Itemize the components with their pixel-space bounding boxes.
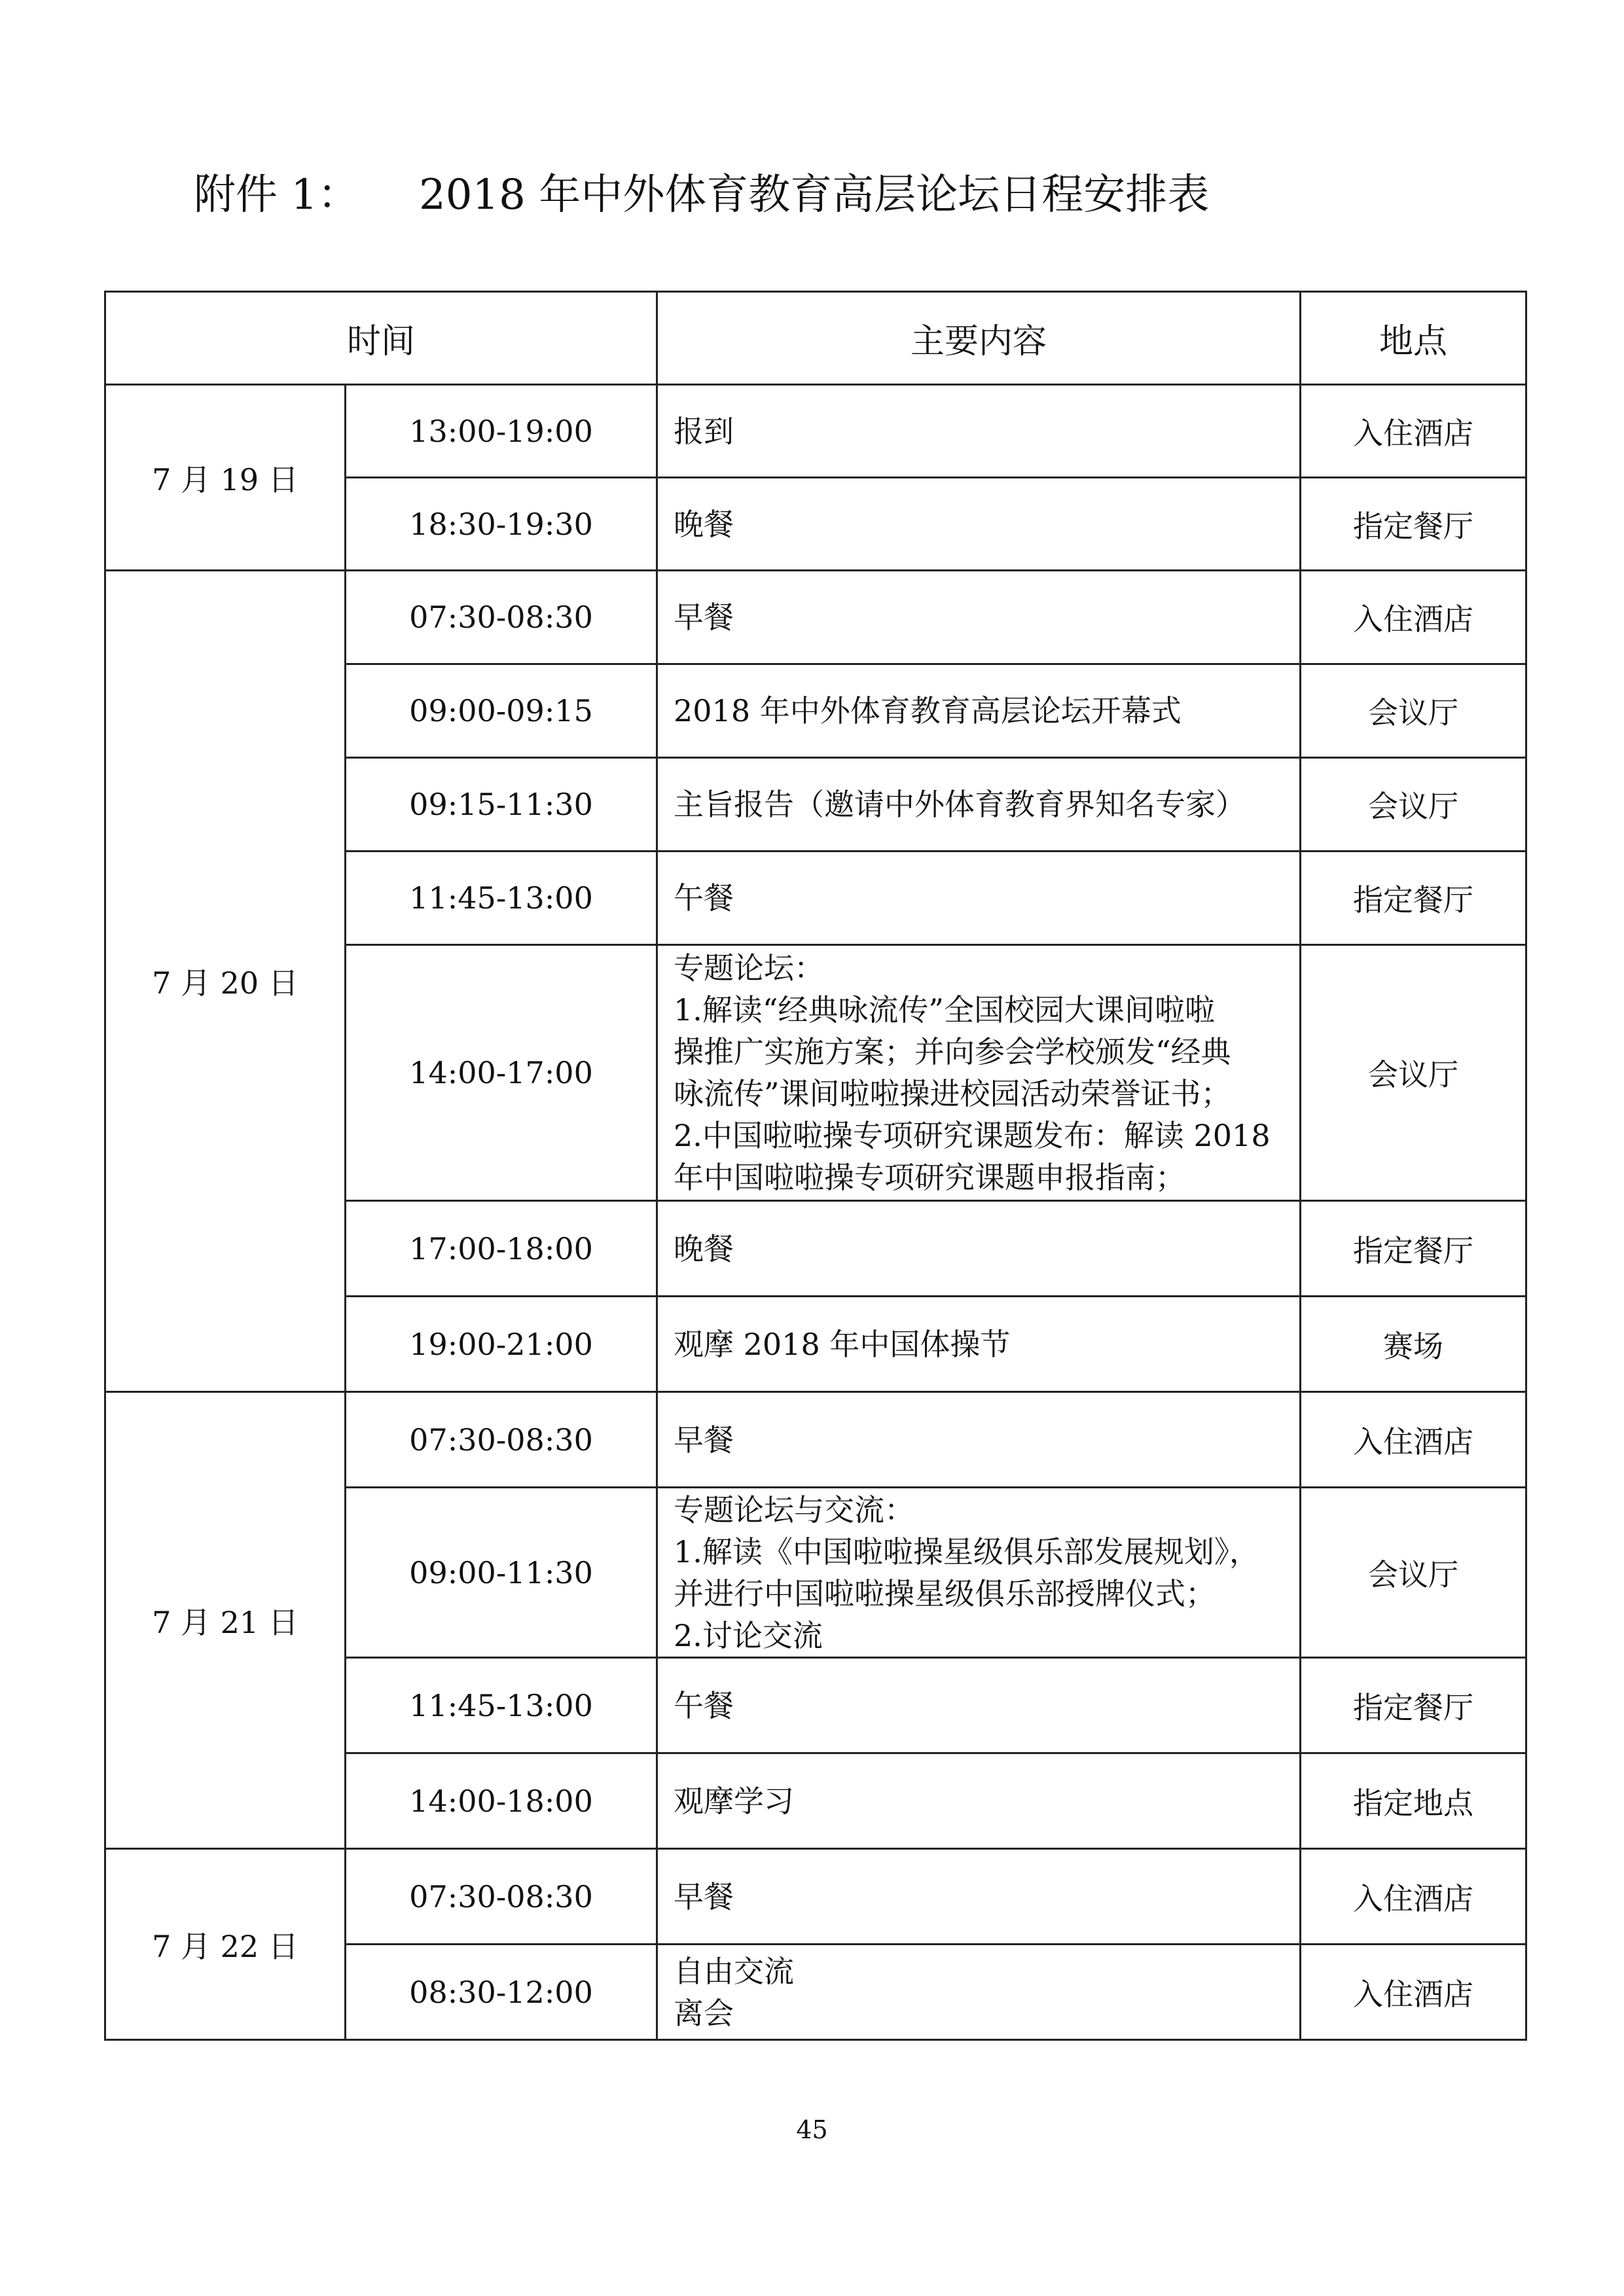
schedule-table — [104, 291, 1527, 2041]
place-cell: 指定餐厅 — [1301, 1201, 1526, 1297]
content-cell — [657, 385, 1301, 478]
page-number: 45 — [796, 2115, 828, 2144]
date-cell: 7 月 20 日 — [105, 571, 346, 1392]
content-cell — [657, 852, 1301, 945]
place-cell: 入住酒店 — [1301, 1392, 1526, 1488]
title-prefix: 附件 1： — [194, 171, 360, 219]
content-cell — [657, 478, 1301, 571]
content-line: 午餐 — [674, 1687, 734, 1723]
place-cell: 会议厅 — [1301, 664, 1526, 758]
time-cell: 09:00-09:15 — [346, 664, 657, 758]
content-cell — [657, 1849, 1301, 1945]
table-row — [105, 571, 1526, 664]
place-cell: 指定地点 — [1301, 1753, 1526, 1849]
time-cell: 19:00-21:00 — [346, 1297, 657, 1392]
content-line: 观摩学习 — [674, 1783, 795, 1819]
content-line: 自由交流 — [674, 1953, 795, 1989]
content-line: 年中国啦啦操专项研究课题申报指南； — [674, 1160, 1186, 1195]
content-cell — [657, 945, 1301, 1201]
place-cell: 赛场 — [1301, 1297, 1526, 1392]
content-cell — [657, 1753, 1301, 1849]
time-cell: 18:30-19:30 — [346, 478, 657, 571]
content-line: 报到 — [674, 413, 734, 449]
title-text: 2018 年中外体育教育高层论坛日程安排表 — [419, 171, 1210, 219]
content-line: 主旨报告（邀请中外体育教育界知名专家） — [674, 787, 1246, 822]
place-cell: 入住酒店 — [1301, 571, 1526, 664]
content-line: 专题论坛： — [674, 950, 825, 986]
content-cell — [657, 664, 1301, 758]
header-time: 时间 — [105, 292, 657, 385]
content-line: 观摩 2018 年中国体操节 — [674, 1326, 1011, 1362]
content-cell — [657, 758, 1301, 852]
content-line: 2.中国啦啦操专项研究课题发布：解读 2018 — [674, 1118, 1271, 1153]
content-line: 晚餐 — [674, 1230, 734, 1266]
table-row — [105, 1849, 1526, 1945]
content-line: 晚餐 — [674, 506, 734, 542]
content-cell — [657, 1488, 1301, 1658]
time-cell: 08:30-12:00 — [346, 1945, 657, 2040]
place-cell: 会议厅 — [1301, 758, 1526, 852]
content-line: 操推广实施方案；并向参会学校颁发“经典 — [674, 1034, 1231, 1069]
content-line: 1.解读“经典咏流传”全国校园大课间啦啦 — [674, 992, 1215, 1028]
content-line: 早餐 — [674, 1422, 734, 1458]
content-line: 离会 — [674, 1995, 734, 2031]
date-cell: 7 月 22 日 — [105, 1849, 346, 2040]
time-cell: 07:30-08:30 — [346, 1392, 657, 1488]
content-line: 2018 年中外体育教育高层论坛开幕式 — [674, 693, 1182, 728]
time-cell: 09:15-11:30 — [346, 758, 657, 852]
schedule-body — [105, 385, 1526, 2040]
content-line: 2.讨论交流 — [674, 1617, 823, 1653]
content-line: 早餐 — [674, 1878, 734, 1914]
place-cell: 指定餐厅 — [1301, 852, 1526, 945]
header-content: 主要内容 — [657, 292, 1301, 385]
content-line: 早餐 — [674, 600, 734, 635]
date-cell: 7 月 19 日 — [105, 385, 346, 571]
place-cell: 入住酒店 — [1301, 385, 1526, 478]
document-title — [0, 169, 1624, 221]
content-line: 咏流传”课间啦啦操进校园活动荣誉证书； — [674, 1076, 1231, 1111]
content-cell — [657, 1658, 1301, 1753]
content-cell — [657, 1201, 1301, 1297]
table-row — [105, 385, 1526, 478]
content-cell — [657, 1392, 1301, 1488]
place-cell: 会议厅 — [1301, 945, 1526, 1201]
time-cell: 07:30-08:30 — [346, 571, 657, 664]
content-line: 午餐 — [674, 880, 734, 916]
table-row — [105, 1392, 1526, 1488]
place-cell: 入住酒店 — [1301, 1945, 1526, 2040]
time-cell: 14:00-18:00 — [346, 1753, 657, 1849]
content-line: 1.解读《中国啦啦操星级俱乐部发展规划》， — [674, 1534, 1259, 1570]
time-cell: 17:00-18:00 — [346, 1201, 657, 1297]
time-cell: 11:45-13:00 — [346, 1658, 657, 1753]
content-cell — [657, 1945, 1301, 2040]
place-cell: 入住酒店 — [1301, 1849, 1526, 1945]
place-cell: 指定餐厅 — [1301, 1658, 1526, 1753]
time-cell: 09:00-11:30 — [346, 1488, 657, 1658]
header-place: 地点 — [1301, 292, 1526, 385]
time-cell: 11:45-13:00 — [346, 852, 657, 945]
time-cell: 07:30-08:30 — [346, 1849, 657, 1945]
table-header-row — [105, 292, 1526, 385]
place-cell: 指定餐厅 — [1301, 478, 1526, 571]
content-line: 并进行中国啦啦操星级俱乐部授牌仪式； — [674, 1575, 1216, 1611]
content-cell — [657, 1297, 1301, 1392]
time-cell: 14:00-17:00 — [346, 945, 657, 1201]
content-cell — [657, 571, 1301, 664]
place-cell: 会议厅 — [1301, 1488, 1526, 1658]
time-cell: 13:00-19:00 — [346, 385, 657, 478]
date-cell: 7 月 21 日 — [105, 1392, 346, 1849]
content-line: 专题论坛与交流： — [674, 1492, 915, 1528]
